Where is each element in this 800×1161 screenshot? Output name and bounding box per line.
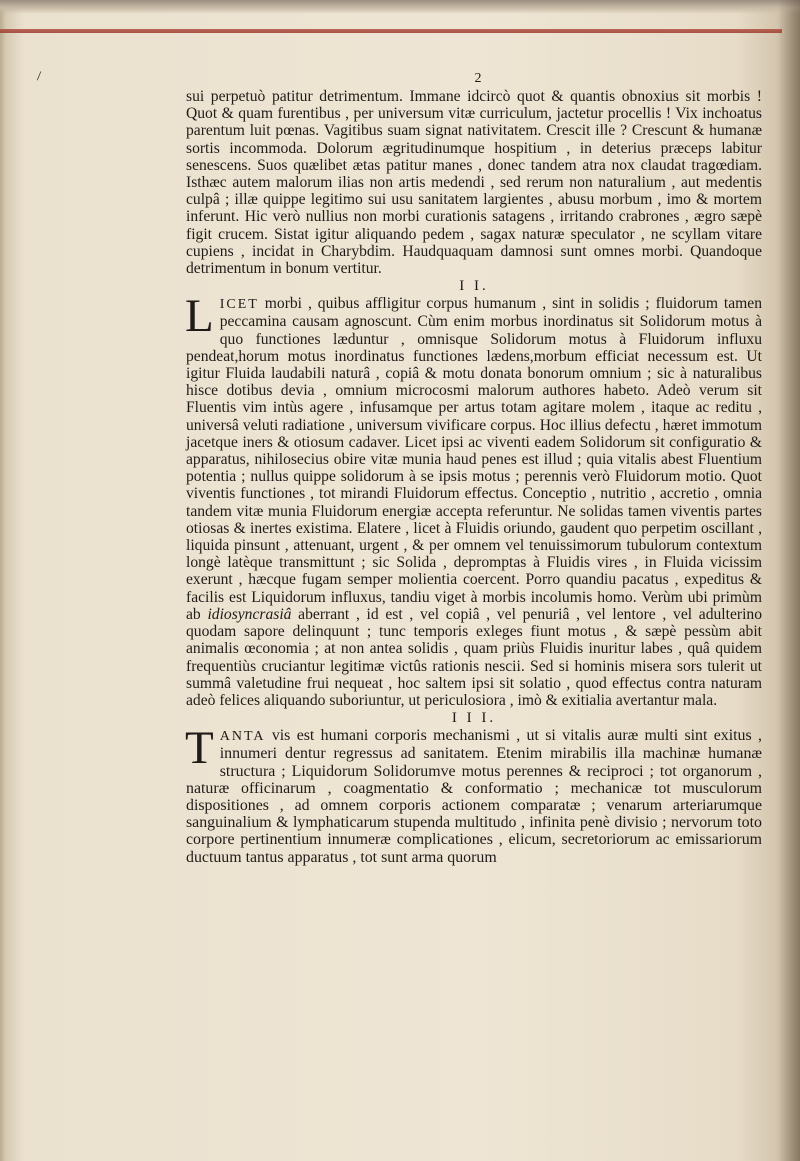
- section-heading-3: I I I.: [451, 710, 497, 727]
- section-3-first-word: ANTA: [219, 729, 266, 745]
- section-2-first-word: ICET: [219, 297, 259, 313]
- section-3-text: vis est humani corporis mechanismi , ut si vitalis auræ multi sint exitus , innumeri dentur regressus ad sanitatem. Etenim mirabilis illa machinæ humanæ structura ; Liquidorum Solidorumve motus perennes & reciproci ; tot organorum , naturæ officinarum , coagmentatio & conformatio ; mechanicæ tot musculorum dispositiones , ad omnem corporis actionem comparatæ ; venarum arteriarumque sanguinalium & lymphaticarum stupenda multitudo , infinita penè divisio ; nervorum toto corpore pertinentium innumeræ complicationes , elicum, secretoriorum ac emissariorum ductuum tantus apparatus , tot sunt arma quorum: [186, 727, 762, 866]
- gutter-shadow: [778, 0, 800, 1161]
- drop-cap-t: T: [185, 722, 214, 775]
- section-2-text-part-1: morbi , quibus affligitur corpus humanum , sint in solidis ; fluidorum tamen peccamina causam agnoscunt. Cùm enim morbus inordinatus sit Solidorum motus à quo functiones læduntur , omnisque Solidorum motus à Fluidorum influxu pendeat,horum motus inordinatus functiones lædens,morbum efficiat necessum est. Ut igitur Fluida laudabili naturâ , copiâ & motu donata bonorum omnium ; sic à naturalibus hisce dotibus devia , omnium microcosmi malorum authores habeto. Adeò verum sit Fluentis vim intùs agere , infusamque per artus totam agitare molem , itaque ac reditu , universâ veluti radiatione , universum vivificare corpus. Hoc illius defectu , hæret immotum jacetque iners & otiosum cadaver. Licet ipsi ac viventi eadem Solidorum sit configuratio & apparatus, nihilosecius obire vitæ munia haud penes est illud ; quia vitalis abest Fluentium potentia ; nullus quippe solidorum à se ipsis motus ; perennis verò Fluidorum motio. Quot viventis functiones , tot mirandi Fluidorum effectus. Conceptio , nutritio , accretio , omnia tandem vitæ munia Fluidorum energiæ accepta referuntur. Ne solidas tamen viventis partes otiosas & inertes existima. Elatere , licet à Fluidis oriundo, gaudent quo perpetim oscillant , liquida pinsunt , attenuant, urgent , & per omnem vel tenuissimorum tubulorum contextum longè latèque transmittunt ; sic Solida , depromptas à Fluidis vires , in Fluida vicissim exerunt , hæcque fugam semper molientia coercent. Porro quandiu pacatus , expeditus & facilis est Liquidorum influxus, tandiu viget à morbis incolumis homo. Verùm ubi primùm ab: [186, 295, 762, 623]
- corner-mark: \: [33, 69, 45, 83]
- paragraph-section-3: [185, 722, 762, 866]
- page-number: 2: [474, 71, 482, 86]
- paragraph-intro: sui perpetuò patitur detrimentum. Immane idcircò quot & quantis obnoxius sit morbis ! Quot & quam furentibus , per universum vitæ curriculum, jactetur procellis ! Vix inchoatus parentum luit pœnas. Vagitibus suam signat nativitatem. Crescit ille ? Crescunt & humanæ sortis incommoda. Dolorum ægritudinumque hospitium , in deterius præceps labitur senescens. Suos quælibet ætas patitur manes , donec tandem atra nox claudat tragœdiam. Isthæc autem malorum ilias non artis medendi , sed rerum non naturalium , aut medentis culpâ ; illæ quippe legitimo sui usu sanitatem largientes , abusu morbum , imo & mortem inferunt. Hic verò nullius non morbi curationis satagens , irritando crabrones , ægro sæpè figit crucem. Sistat igitur aliquando pedem , sagax naturæ speculator , ne scyllam vitare cupiens , incidat in Charybdim. Haudquaquam damnosi sunt omnes morbi. Quandoque detrimentum in bonum vertitur.: [186, 88, 762, 278]
- page-text: [186, 70, 762, 866]
- section-2-text-part-2: aberrant , id est , vel copiâ , vel penuriâ , vel lentore , vel adulterino quodam sapore delinquunt ; tunc temporis exleges fiunt motus , & sæpè pessùm abit animalis œconomia ; at non antea solidis , quam priùs Fluidis inuritur labes , quâ quidem frequentiùs cruciantur legitimæ victûs rationis nescii. Sed si hominis misera sors tulerit ut summâ valetudine frui nequeat , hoc saltem ipsi sit solatio , quod effectus contra naturam adeò felices aliquando suboriuntur, ut periculosiora , imò & exitialia avertantur mala.: [186, 605, 763, 709]
- page-top-edge: [0, 0, 800, 14]
- drop-cap-l: L: [185, 290, 214, 343]
- red-page-edge: [0, 29, 782, 33]
- paragraph-section-2: [185, 290, 763, 709]
- section-2-italic-word: idiosyncrasiâ: [207, 605, 292, 623]
- section-heading-2: I I.: [459, 278, 489, 295]
